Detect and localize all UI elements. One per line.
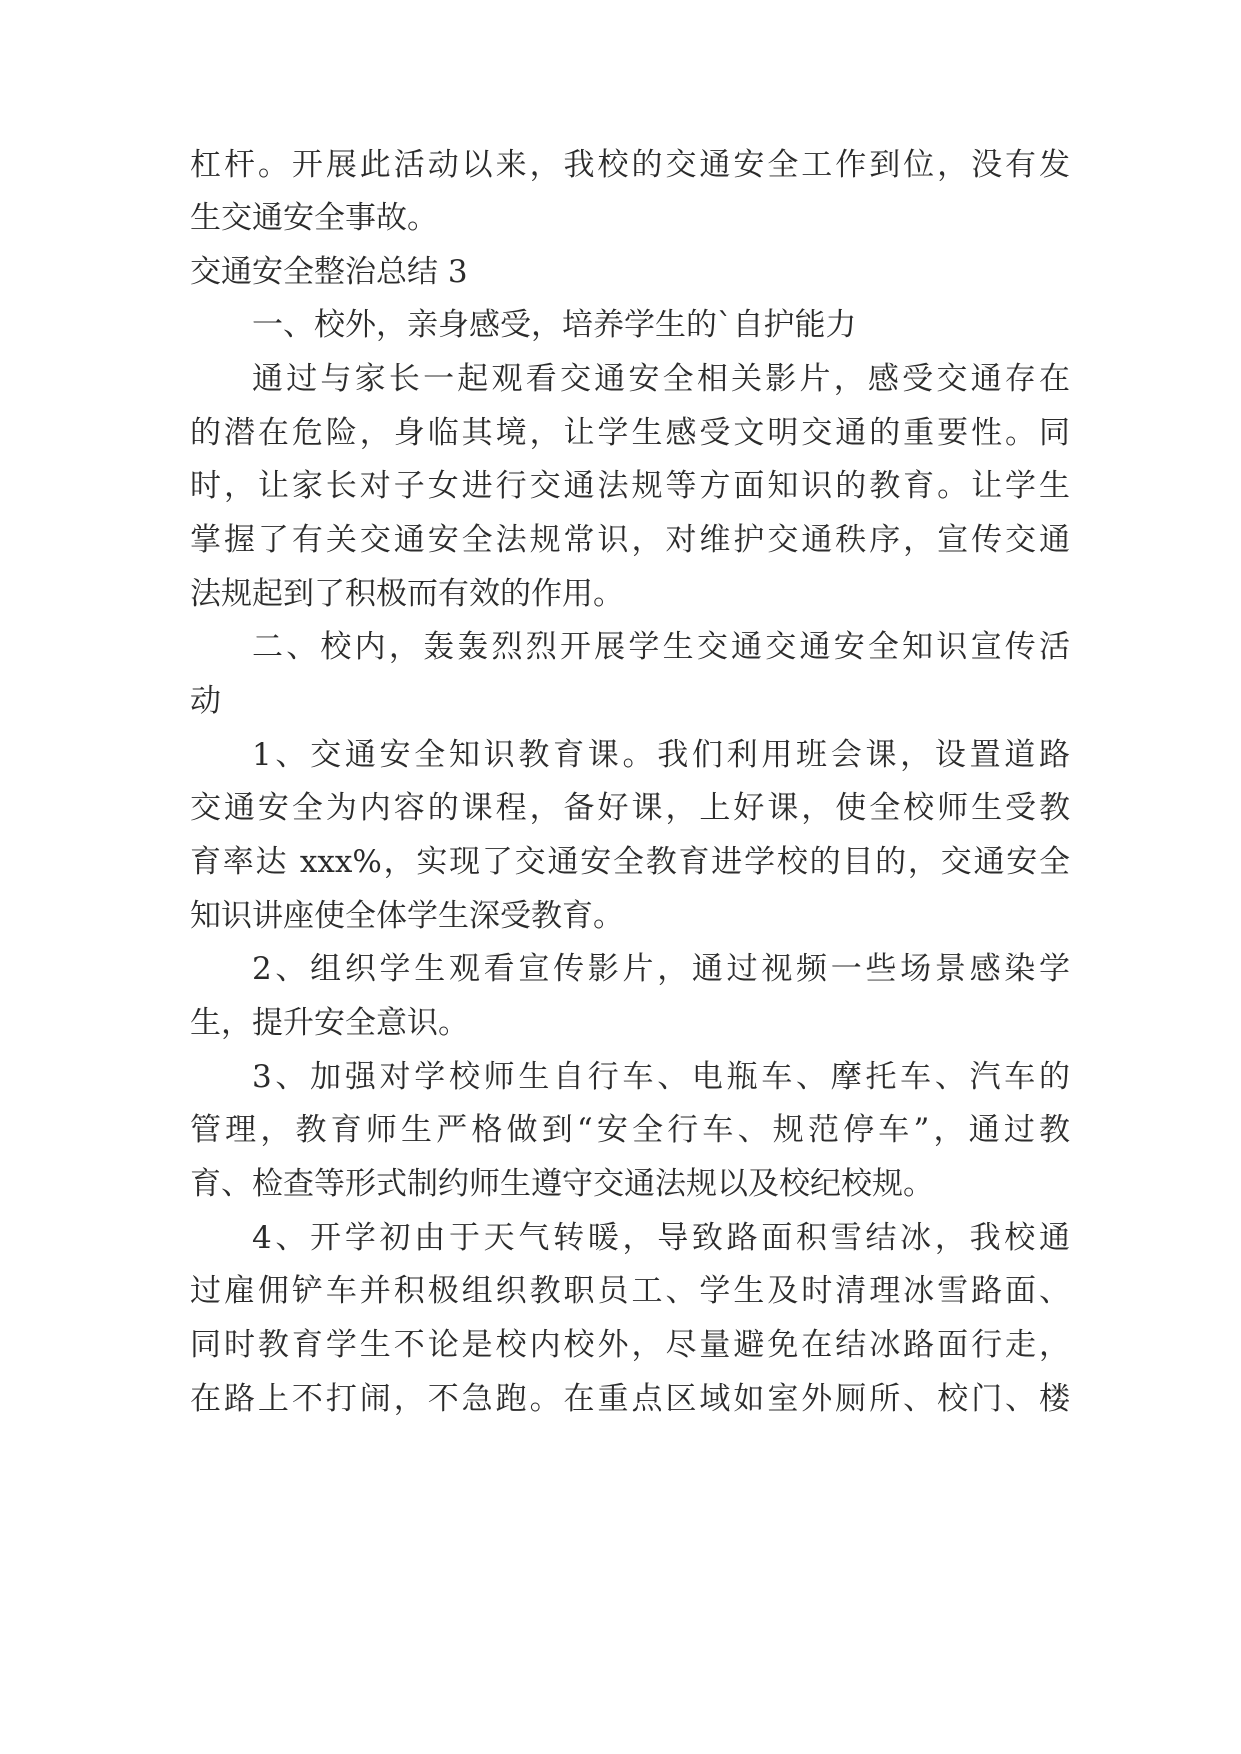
text-line: 杠杆。开展此活动以来，我校的交通安全工作到位，没有发 [190, 147, 1070, 183]
text-line: 3、加强对学校师生自行车、电瓶车、摩托车、汽车的 [252, 1059, 1070, 1095]
text-line: 4、开学初由于天气转暖，导致路面积雪结冰，我校通 [252, 1220, 1070, 1256]
text-line: 时，让家长对子女进行交通法规等方面知识的教育。让学生 [190, 468, 1070, 504]
text-line: 动 [190, 683, 221, 719]
text-line: 2、组织学生观看宣传影片，通过视频一些场景感染学 [252, 951, 1070, 987]
text-line: 管理，教育师生严格做到“安全行车、规范停车”，通过教 [190, 1112, 1070, 1148]
text-line: 过雇佣铲车并积极组织教职员工、学生及时清理冰雪路面、 [190, 1273, 1070, 1309]
text-line: 掌握了有关交通安全法规常识，对维护交通秩序，宣传交通 [190, 522, 1070, 558]
text-line: 知识讲座使全体学生深受教育。 [190, 898, 624, 934]
text-line: 育、检查等形式制约师生遵守交通法规以及校纪校规。 [190, 1166, 934, 1202]
text-line: 法规起到了积极而有效的作用。 [190, 576, 624, 612]
text-line: 的潜在危险，身临其境，让学生感受文明交通的重要性。同 [190, 415, 1070, 451]
text-line: 在路上不打闹，不急跑。在重点区域如室外厕所、校门、楼 [190, 1381, 1070, 1417]
subheading: 二、校内，轰轰烈烈开展学生交通交通安全知识宣传活 [252, 629, 1070, 665]
text-line: 同时教育学生不论是校内校外，尽量避免在结冰路面行走， [190, 1327, 1070, 1363]
text-line: 生，提升安全意识。 [190, 1005, 469, 1041]
text-line: 交通安全为内容的课程，备好课，上好课，使全校师生受教 [190, 790, 1070, 826]
text-line: 通过与家长一起观看交通安全相关影片，感受交通存在 [252, 361, 1070, 397]
section-heading: 交通安全整治总结 3 [190, 254, 468, 290]
text-line: 生交通安全事故。 [190, 200, 438, 236]
subheading: 一、校外，亲身感受，培养学生的`自护能力 [252, 307, 857, 343]
text-line: 育率达 xxx%，实现了交通安全教育进学校的目的，交通安全 [190, 844, 1070, 880]
text-line: 1、交通安全知识教育课。我们利用班会课，设置道路 [252, 737, 1070, 773]
